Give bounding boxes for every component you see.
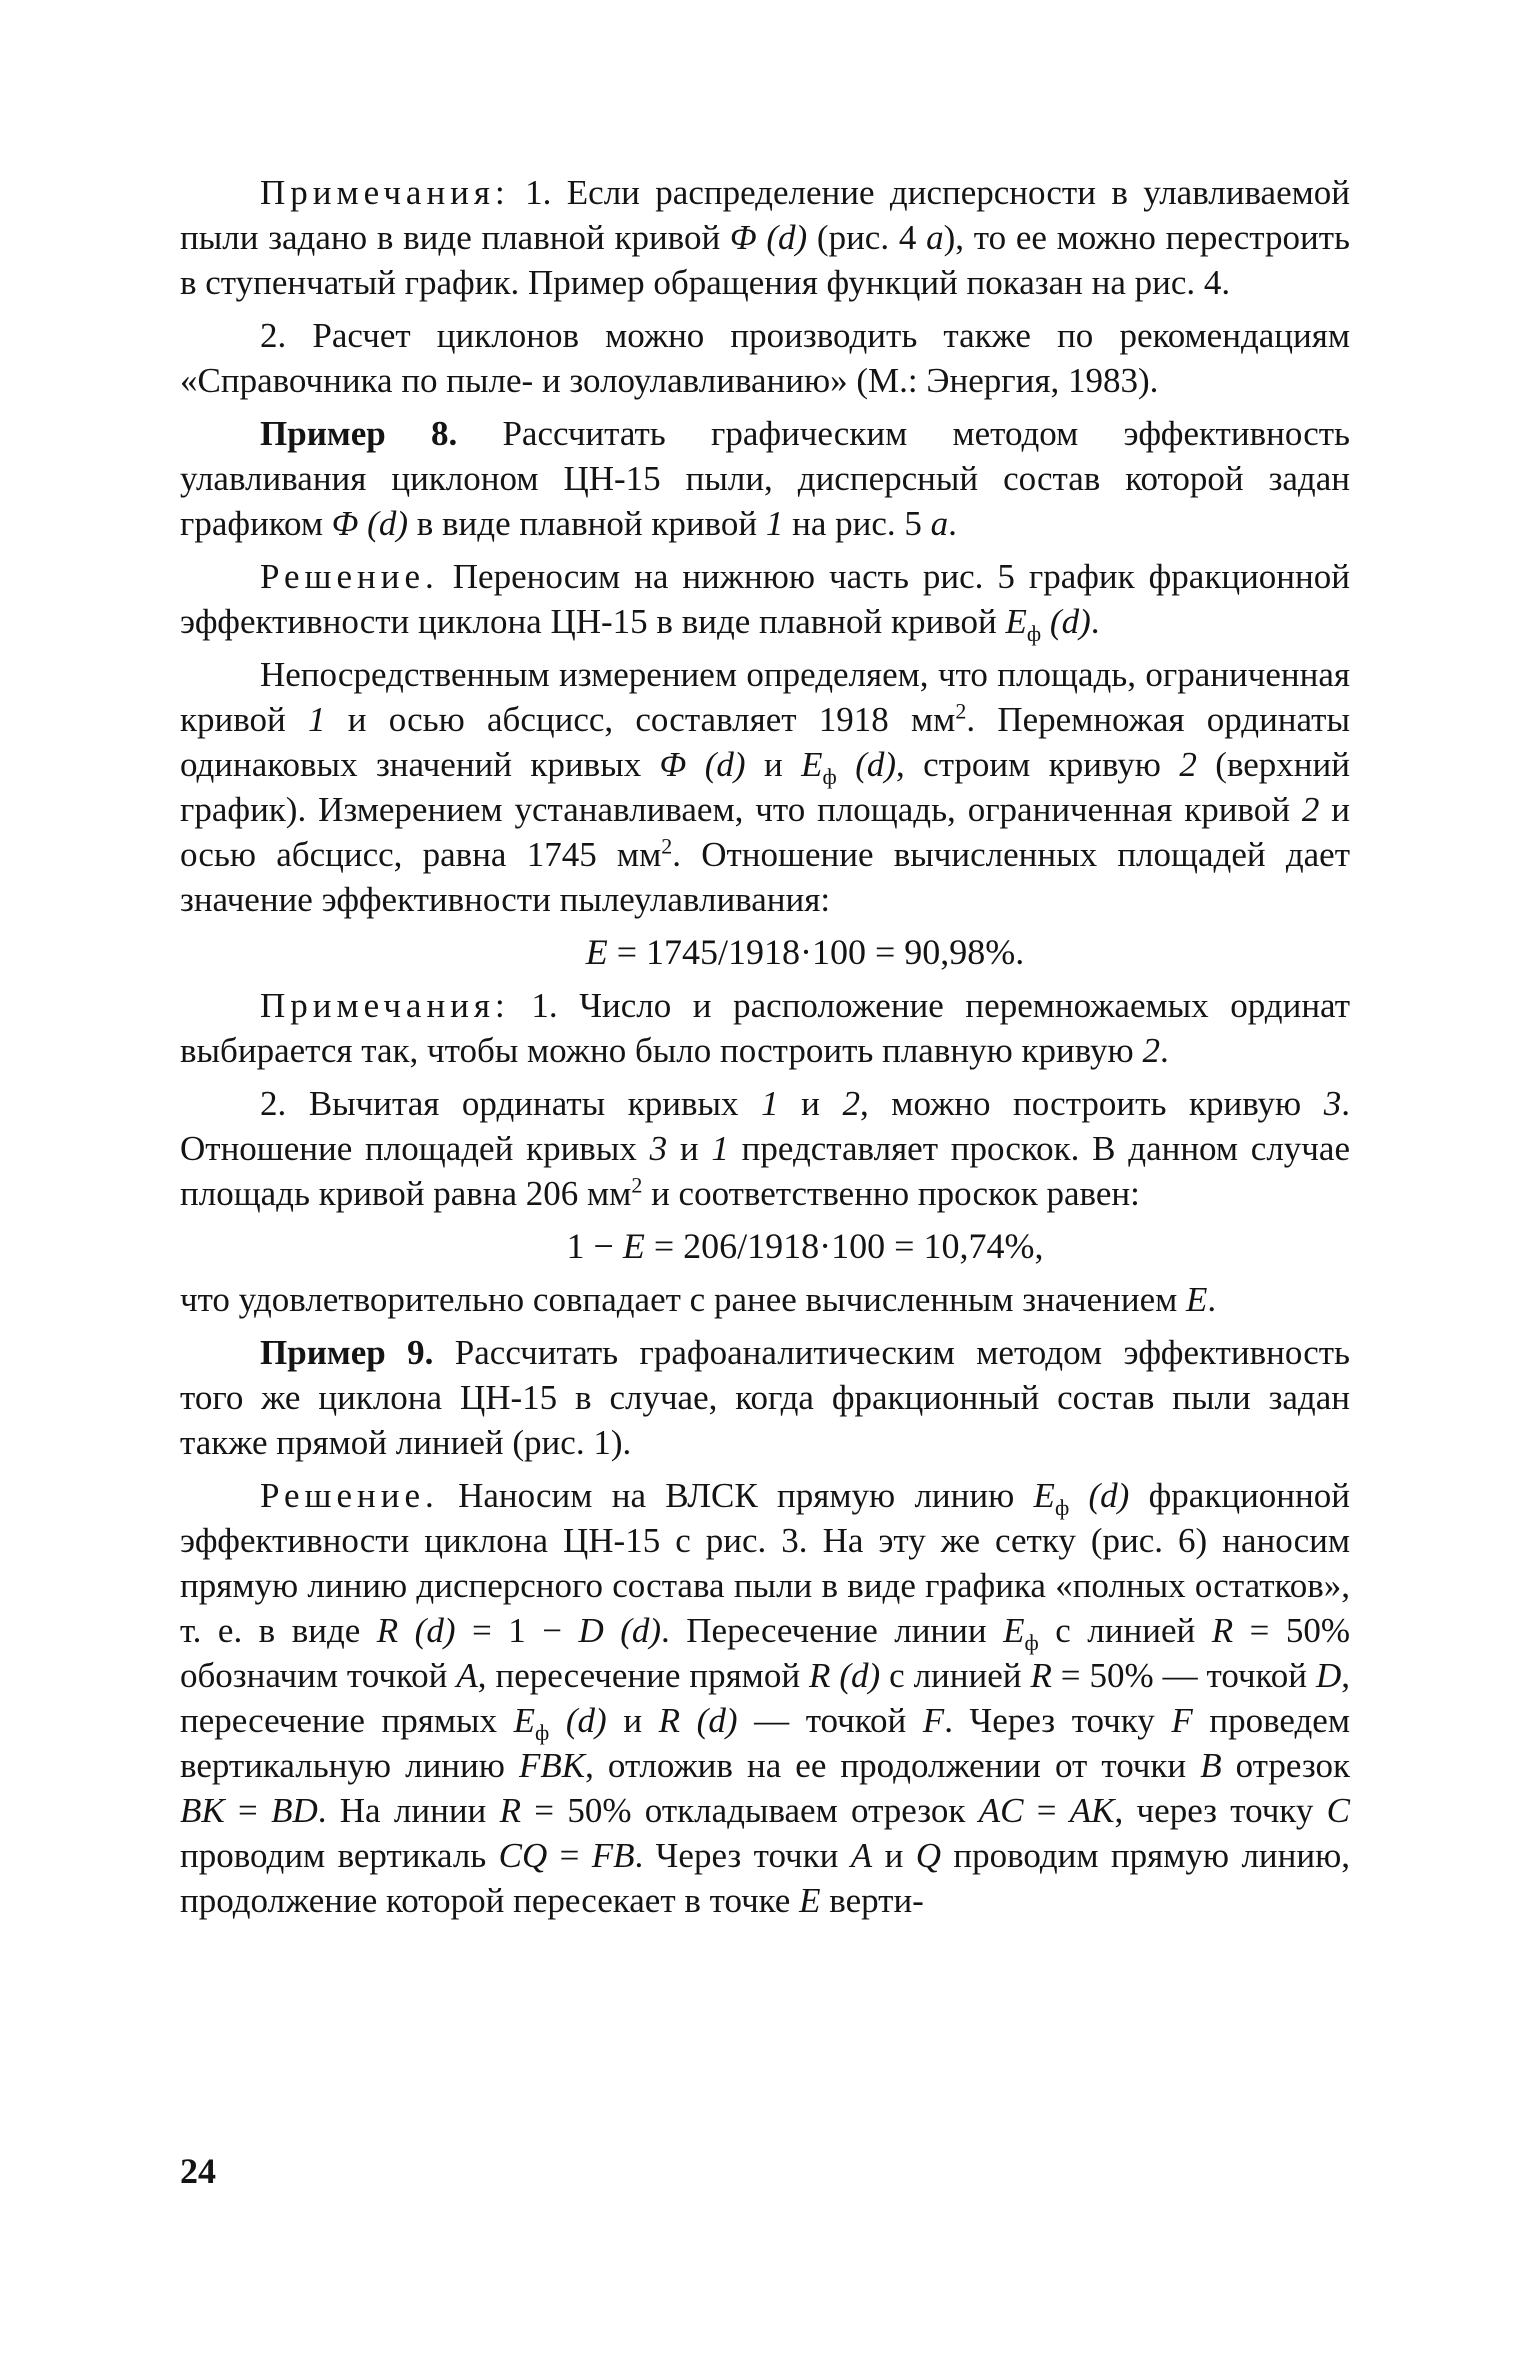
solution-9-label: Решение. — [260, 1476, 439, 1515]
notes-2-label: Примечания: — [260, 986, 510, 1025]
paragraph-notes-1: Примечания: 1. Если распределение дисперсности в улавливаемой пыли задано в виде плавной кривой Φ (d) (рис. 4 а), то ее можно перестроить в ступенчатый график. Пример обращения функций показан на рис. 4. — [180, 173, 1350, 302]
paragraph-notes-2: Примечания: 1. Число и расположение перемножаемых ординат выбирается так, чтобы можно было построить плавную кривую 2. — [180, 986, 1350, 1070]
solution-8-label: Решение. — [260, 557, 439, 596]
paragraph-example-9: Пример 9. Рассчитать графоаналитическим методом эффективность того же циклона ЦН-15 в случае, когда фракционный состав пыли задан также прямой линией (рис. 1). — [180, 1333, 1350, 1462]
paragraph-solution-9: Решение. Наносим на ВЛСК прямую линию $E_ф$ (d) фракционной эффективности циклона ЦН-15 с рис. 3. На эту же сетку (рис. 6) наносим прямую линию дисперсного состава пыли в виде графика «полных остатков», т. е. в виде R (d) = 1 − D (d). Пересечение линии $E_ф$ с линией R = 50% обозначим точкой A, пересечение прямой R (d) с линией R = 50% — точкой D, пересечение прямых $E_ф$ (d) и R (d) — точкой F. Через точку F проведем вертикальную линию FBK, отложив на ее продолжении от точки B отрезок BK = BD. На линии R = 50% откладываем отрезок AC = AK, через точку C проводим вертикаль CQ = FB. Через точки A и Q проводим прямую линию, продолжение которой пересекает в точке E верти- — [180, 1476, 1350, 1920]
paragraph-solution-8: Решение. Переносим на нижнюю часть рис. 5 график фракционной эффективности циклона ЦН-15 в виде плавной кривой $E_ф$ (d). — [180, 557, 1350, 646]
formula-efficiency: E = 1745/1918·100 = 90,98%. — [585, 932, 1025, 972]
paragraph-example-8: Пример 8. Рассчитать графическим методом эффективность улавливания циклоном ЦН-15 пыли, дисперсный состав которой задан графиком Φ (d) в виде плавной кривой 1 на рис. 5 а. — [180, 414, 1351, 543]
notes-label: Примечания: — [260, 173, 510, 212]
paragraph-agreement: что удовлетворительно совпадает с ранее вычисленным значением E. — [180, 1280, 1217, 1319]
paragraph-measurement: Непосредственным измерением определяем, что площадь, ограниченная кривой 1 и осью абсцисс, составляет 1918 $мм^2$. Перемножая ординаты одинаковых значений кривых Φ (d) и $E_ф$ (d), строим кривую 2 (верхний график). Измерением устанавливаем, что площадь, ограниченная кривой 2 и осью абсцисс, равна 1745 $мм^2$. Отношение вычисленных площадей дает значение эффективности пылеулавливания: — [180, 655, 1351, 919]
example-8-label: Пример 8. — [260, 414, 458, 453]
paragraph-notes-1-item-2: 2. Расчет циклонов можно производить также по рекомендациям «Справочника по пыле- и золоулавливанию» (М.: Энергия, 1983). — [180, 316, 1350, 400]
formula-breakthrough: 1 − E = 206/1918·100 = 10,74%, — [566, 1226, 1044, 1266]
example-9-label: Пример 9. — [260, 1333, 434, 1372]
paragraph-notes-2-item-2: 2. Вычитая ординаты кривых 1 и 2, можно построить кривую 3. Отношение площадей кривых 3 и 1 представляет проскок. В данном случае площадь кривой равна 206 $мм^2$ и соответственно проскок равен: — [180, 1084, 1351, 1213]
page-number: 24 — [180, 2151, 216, 2191]
text-column — [180, 170, 1350, 1931]
